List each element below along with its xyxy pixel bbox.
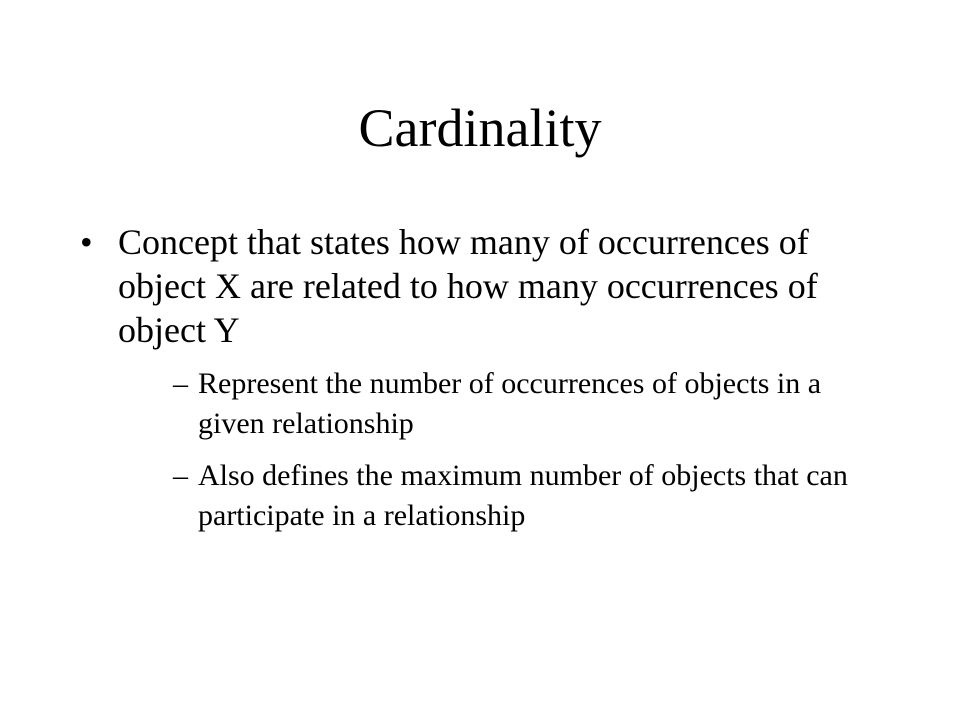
sub-bullet-marker: –: [173, 367, 188, 400]
bullet-text: Concept that states how many of occurrences of object X are related to how many occurrences of object Y: [118, 222, 818, 350]
sub-bullet-item: [118, 364, 860, 444]
slide-title: Cardinality: [358, 98, 602, 158]
sub-bullet-text: Represent the number of occurrences of objects in a given relationship: [198, 367, 822, 440]
sub-bullet-list: [118, 364, 860, 536]
bullet-marker: •: [80, 222, 93, 262]
bullet-item: [80, 220, 860, 536]
sub-bullet-text: Also defines the maximum number of objects that can participate in a relationship: [198, 459, 848, 532]
bullet-list: [80, 220, 860, 548]
sub-bullet-marker: –: [173, 459, 188, 492]
sub-bullet-item: [118, 456, 860, 536]
